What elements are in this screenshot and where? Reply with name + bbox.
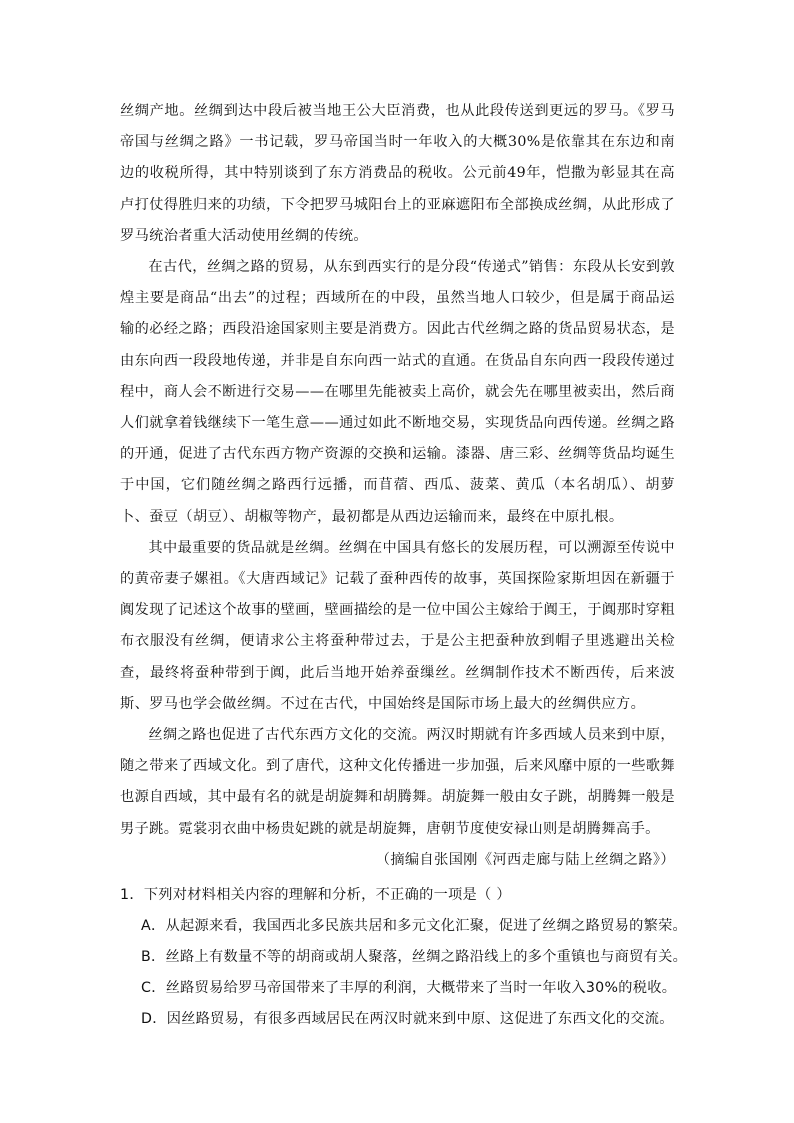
option-a[interactable]: A．从起源来看，我国西北多民族共居和多元文化汇聚，促进了丝绸之路贸易的繁荣。 — [141, 918, 688, 934]
option-b[interactable]: B．丝路上有数量不等的胡商或胡人聚落，丝绸之路沿线上的多个重镇也与商贸有关。 — [141, 949, 688, 965]
question-stem: 1．下列对材料相关内容的理解和分析，不正确的一项是（ ） — [120, 887, 511, 903]
passage-paragraph-3: 其中最重要的货品就是丝绸。丝绸在中国具有悠长的发展历程，可以溯源至传说中的黄帝妻子嫘祖。《大唐西域记》记载了蚕种西传的故事，英国探险家斯坦因在新疆于阗发现了记述这个故事的壁画，壁画描绘的是一位中国公主嫁给于阗王，于阗那时穿粗布衣服没有丝绸，便请求公主将蚕种带过去，于是公主把蚕种放到帽子里逃避出关检查，最终将蚕种带到于阗，此后当地开始养蚕缫丝。丝绸制作技术不断西传，后来波斯、罗马也学会做丝绸。不过在古代，中国始终是国际市场上最大的丝绸供应方。 — [120, 539, 675, 712]
option-d[interactable]: D．因丝路贸易，有很多西域居民在两汉时就来到中原、这促进了东西文化的交流。 — [141, 1011, 674, 1027]
passage-source: （摘编自张国刚《河西走廊与陆上丝绸之路》） — [375, 851, 675, 868]
passage-paragraph-1: 丝绸产地。丝绸到达中段后被当地王公大臣消费，也从此段传送到更远的罗马。《罗马帝国与丝绸之路》一书记载，罗马帝国当时一年收入的大概30%是依靠其在东边和南边的收税所得，其中特别谈到了东方消费品的税收。公元前49年，恺撒为彰显其在高卢打仗得胜归来的功绩，下令把罗马城阳台上的亚麻遮阳布全部换成丝绸，从此形成了罗马统治者重大活动使用丝绸的传统。 — [120, 103, 675, 244]
reading-passage — [120, 96, 675, 876]
option-c[interactable]: C．丝路贸易给罗马帝国带来了丰厚的利润，大概带来了当时一年收入30%的税收。 — [141, 980, 677, 996]
passage-paragraph-2: 在古代，丝绸之路的贸易，从东到西实行的是分段“传递式”销售：东段从长安到敦煌主要是商品“出去”的过程；西域所在的中段，虽然当地人口较少，但是属于商品运输的必经之路；西段沿途国家则主要是消费方。因此古代丝绸之路的货品贸易状态，是由东向西一段段地传递，并非是自东向西一站式的直通。在货品自东向西一段段传递过程中，商人会不断进行交易——在哪里先能被卖上高价，就会先在哪里被卖出，然后商人们就拿着钱继续下一笔生意——通过如此不断地交易，实现货品向西传递。丝绸之路的开通，促进了古代东西方物产资源的交换和运输。漆器、唐三彩、丝绸等货品均诞生于中国，它们随丝绸之路西行远播，而苜蓿、西瓜、菠菜、黄瓜（本名胡瓜）、胡萝卜、蚕豆（胡豆）、胡椒等物产，最初都是从西边运输而来，最终在中原扎根。 — [120, 259, 675, 525]
passage-paragraph-4: 丝绸之路也促进了古代东西方文化的交流。两汉时期就有许多西域人员来到中原，随之带来了西域文化。到了唐代，这种文化传播进一步加强，后来风靡中原的一些歌舞也源自西域，其中最有名的就是胡旋舞和胡腾舞。胡旋舞一般由女子跳，胡腾舞一般是男子跳。霓裳羽衣曲中杨贵妃跳的就是胡旋舞，唐朝节度使安禄山则是胡腾舞高手。 — [120, 727, 675, 837]
question-1 — [120, 880, 690, 1035]
